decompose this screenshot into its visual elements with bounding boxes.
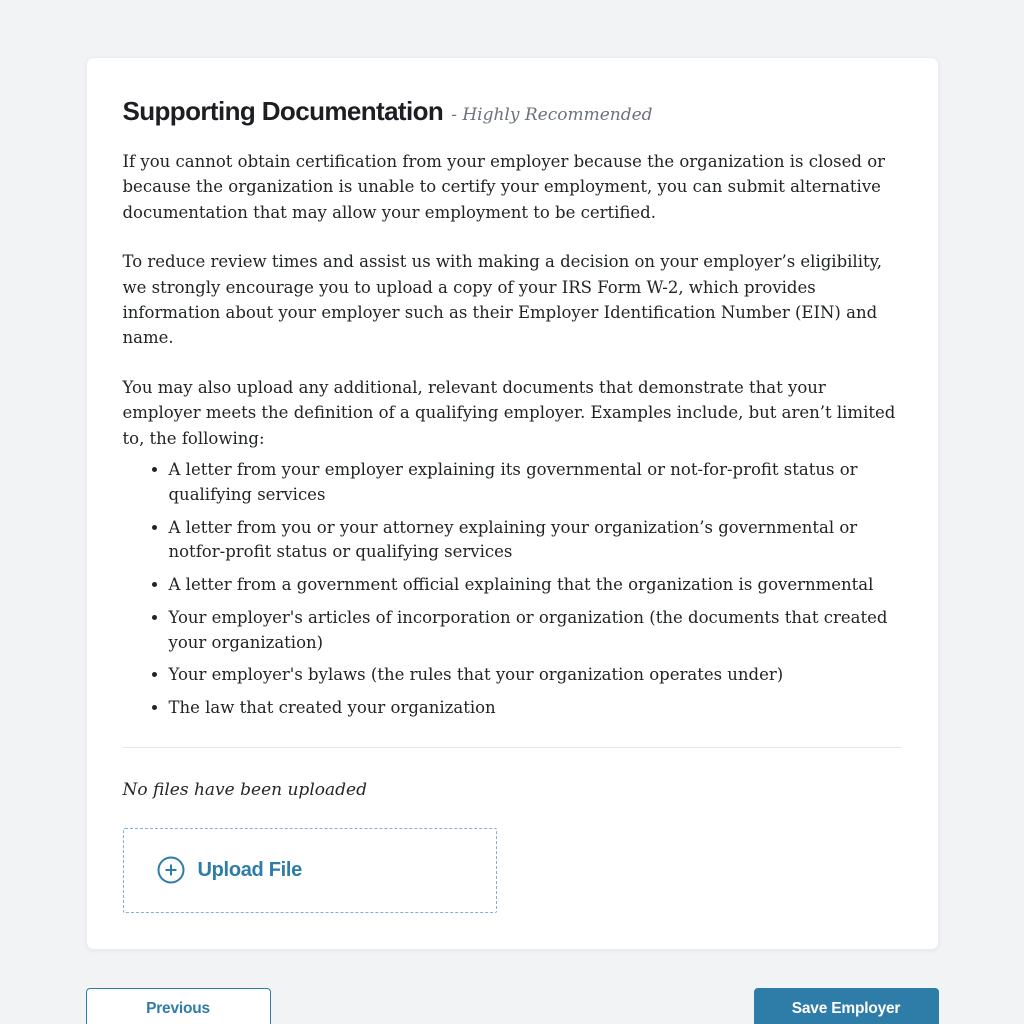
upload-file-label: Upload File bbox=[197, 858, 302, 881]
plus-circle-icon bbox=[157, 856, 185, 884]
paragraph-w2-encouragement: To reduce review times and assist us with making a decision on your employer’s eligibility, we strongly encourage you to upload a copy of your IRS Form W-2, which provides information about your employer such as their Employer Identification Number (EIN) and name. bbox=[122, 252, 882, 348]
list-item: • A letter from your employer explaining its governmental or not-for-profit status or qualifying services bbox=[169, 458, 902, 508]
list-item: • Your employer's bylaws (the rules that your organization operates under) bbox=[169, 663, 902, 688]
example-documents-list bbox=[123, 458, 902, 721]
card-header bbox=[123, 96, 902, 127]
no-files-message: No files have been uploaded bbox=[122, 779, 367, 800]
list-item: • Your employer's articles of incorporation or organization (the documents that created your organization) bbox=[169, 606, 902, 656]
list-item: • The law that created your organization bbox=[169, 696, 902, 721]
supporting-documentation-card bbox=[86, 57, 939, 950]
paragraph-certification-alternative: If you cannot obtain certification from your employer because the organization is closed or because the organization is unable to certify your employment, you can submit alternative documentation that may allow your employment to be certified. bbox=[122, 152, 886, 222]
list-item: • A letter from you or your attorney explaining your organization’s governmental or notfor-profit status or qualifying services bbox=[169, 516, 902, 566]
list-item: • A letter from a government official explaining that the organization is governmental bbox=[169, 573, 902, 598]
footer-actions bbox=[86, 988, 939, 1024]
previous-button[interactable]: Previous bbox=[86, 988, 271, 1024]
divider bbox=[123, 747, 902, 748]
page-content bbox=[86, 57, 939, 1024]
paragraph-additional-documents: You may also upload any additional, relevant documents that demonstrate that your employer meets the definition of a qualifying employer. Examples include, but aren’t limited to, the following: bbox=[122, 377, 896, 448]
title-subtitle: - Highly Recommended bbox=[451, 105, 653, 125]
upload-file-button[interactable] bbox=[123, 828, 497, 913]
save-employer-button[interactable]: Save Employer bbox=[754, 988, 939, 1024]
page-title: Supporting Documentation bbox=[122, 96, 444, 126]
instructions-text bbox=[123, 149, 902, 451]
